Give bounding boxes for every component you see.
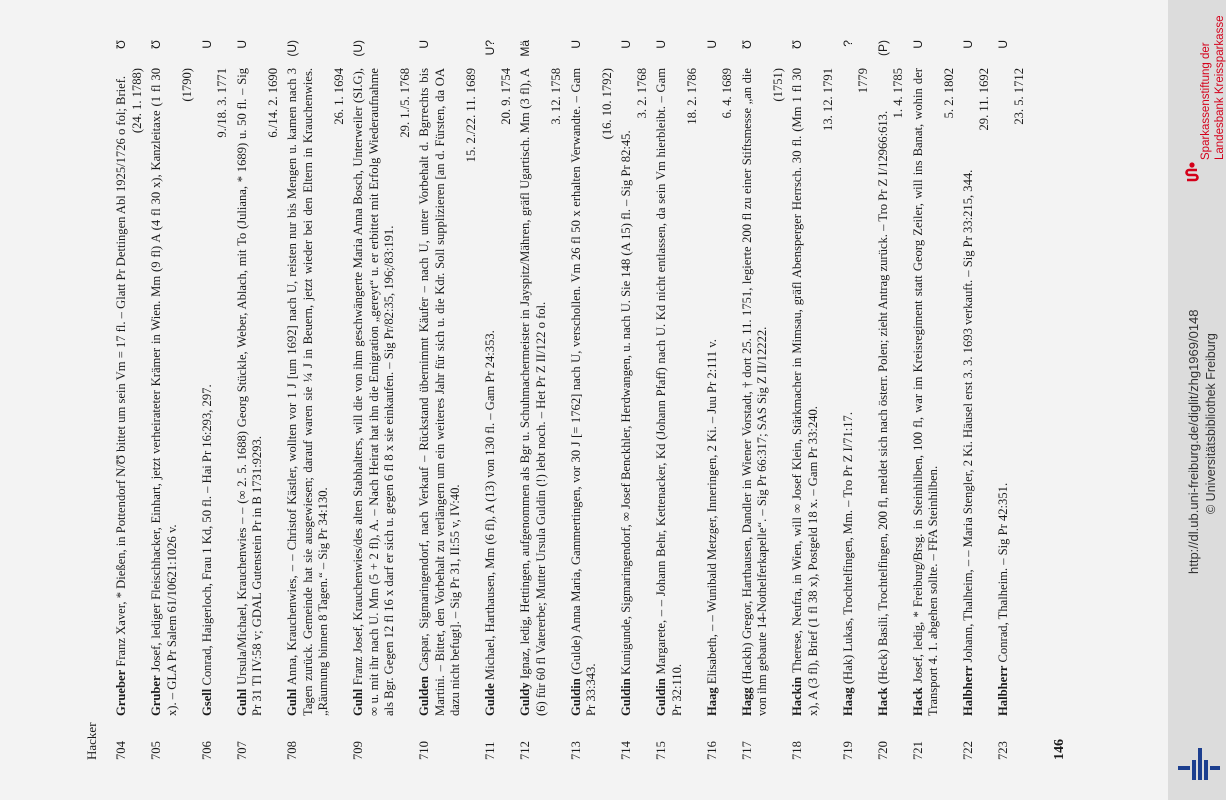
entry-destination-mark: U: [417, 40, 431, 49]
entry-text: [790, 68, 837, 716]
entry-row: [961, 40, 992, 760]
entry-destination-mark: U: [996, 40, 1010, 49]
entry-destination-mark: U?: [483, 40, 497, 56]
entry-row: [569, 40, 616, 760]
entry-surname: Guldin: [568, 678, 583, 716]
entry-destination-mark: U: [961, 40, 975, 49]
entry-text: [961, 68, 992, 716]
entry-number: 722: [961, 741, 975, 760]
entry-body: (Hackh) Gregor, Harthausen, Dandler in Wiener Vorstadt, † dort 25. 11. 1751, legierte 200 fl zu einer Stiftsmesse „an die von ihm gebaute 14-Nothelferkapelle“. – Sig Pr 66:317; SAS Sig Z II/12222.: [739, 68, 769, 716]
entry-date: 1. 4. 1785: [891, 68, 905, 119]
entry-number: 721: [910, 741, 925, 760]
entry-text: [351, 68, 413, 716]
rotated-book-page: [84, 40, 1084, 760]
entry-destination-mark: U: [910, 40, 925, 49]
entry-surname: Gulde: [483, 683, 497, 716]
sparkasse-logo-icon: [1184, 162, 1200, 182]
entry-number: 709: [351, 741, 365, 760]
entry-number: 713: [568, 741, 583, 760]
entry-row: [911, 40, 958, 760]
entry-surname: Guldin: [619, 678, 633, 716]
entry-body: (Hak) Lukas, Trochtelfingen, Mm. – Tro Pr Z I/71:17.: [840, 412, 855, 688]
entry-number: 718: [790, 741, 804, 760]
entry-row: [876, 40, 907, 760]
entry-destination-mark: U: [654, 40, 668, 49]
entry-row: [483, 40, 514, 760]
entry-surname: Guhl: [351, 688, 365, 716]
entry-body: Josef, lediger Fleischhacker, Einhart, jetzt verheirateter Krämer in Wien. Mm (9 fl) A (4 fl 30 x), Kanzleitaxe (1 fl 30 x). – GLA Pr Salem 61/10621:1026 v.: [149, 68, 179, 716]
entry-surname: Guhl: [285, 688, 299, 716]
entry-surname: Guldy: [518, 682, 532, 716]
entry-number: 720: [875, 741, 890, 760]
entry-destination-mark: Mä: [518, 40, 532, 57]
entry-body: Ursula/Michael, Krauchenwies – – (∞ 2. 5. 1688) Georg Stückle, Weber, Ablach, mit To (Juliana, * 1689) u. 50 fl. – Sig Pr 31 Tl IV:58 v; GDAL Gutenstein Pr in B 1731:9293.: [234, 68, 264, 716]
entry-number: 716: [704, 741, 719, 760]
entry-body: Franz Xaver, * Dießen, in Pottendorf N/Ʊ bittet um sein Vm = 17 fl. – Glatt Pr Dettingen Abl 1925/1726 o fol; Brief.: [114, 75, 128, 670]
entry-surname: Grueber: [114, 669, 128, 716]
entry-body: Josef, ledig, * Freiburg/Brsg. in Steinhilben, 100 fl, war im Kreisregiment statt Georg Zeiler, will ins Banat, wohin der Transport 4. 1. abgehen sollte. – FFA Steinhilben.: [910, 68, 940, 716]
entry-text: [996, 68, 1027, 716]
entry-date: (1790): [180, 68, 194, 102]
entry-date: 26. 1. 1694: [331, 68, 346, 125]
entry-date: 29. 11. 1692: [976, 68, 991, 131]
entry-text: [569, 68, 616, 716]
entry-destination-mark: U: [568, 40, 583, 49]
entry-surname: Haag: [840, 687, 855, 716]
entry-number: 705: [149, 741, 163, 760]
entry-text: [740, 68, 787, 716]
entry-text: [841, 68, 872, 716]
entry-text: [654, 68, 701, 716]
entry-body: Elisabeth, – – Wunibald Metzger, Inneringen, 2 Ki. – Juu Pr 2:111 v.: [704, 339, 719, 688]
entry-row: [705, 40, 736, 760]
entry-surname: Gulden: [417, 676, 431, 716]
entry-body: (Gulde) Anna Maria, Gammertingen, vor 30 J [= 1762] nach U, verschollen. Vm 26 fl 50 x erhalten Verwandte. – Gam Pr 33:343.: [568, 68, 598, 716]
entry-body: Johann, Thalheim, – – Maria Stengler, 2 Ki. Häusel erst 3. 3. 1693 verkauft. – Sig Pr 33:215, 344.: [961, 169, 975, 666]
entry-row: [351, 40, 413, 760]
entry-surname: Halbherr: [961, 665, 975, 716]
entry-text: [518, 68, 565, 716]
university-library-logo-icon: [1176, 740, 1222, 786]
library-copyright: © Universitätsbibliothek Freiburg: [1204, 333, 1218, 514]
page-number: 146: [1052, 739, 1067, 760]
entry-date: 5. 2. 1802: [941, 68, 956, 119]
entry-body: Franz Josef, Krauchenwies/des alten Stabhalters, will die von ihm geschwängerte Maria Anna Bosch, Unterweiler (SI.G), ∞ u. mit ihr nach U. Mm (5 + 2 fl), A. – Nach Heirat hat ihn die Emigration „gereyt“ u. er erbittet mit Erfolg Wiederaufnahme als Bgr. Gegen 12 fl 16 x darf er sich u. gegen 6 fl 8 x sie einkaufen. – Sig Pr/82:35, 196;/83:191.: [351, 68, 396, 716]
entry-text: [149, 68, 196, 716]
entry-row: [740, 40, 787, 760]
entry-number: 717: [739, 741, 754, 760]
entry-number: 708: [285, 741, 299, 760]
entry-text: [876, 68, 907, 716]
entry-number: 712: [518, 741, 532, 760]
entry-destination-mark: Ʊ: [790, 40, 804, 49]
entry-destination-mark: U: [199, 40, 214, 49]
entry-row: [841, 40, 872, 760]
entry-surname: Hack: [875, 687, 890, 716]
entry-surname: Guldin: [654, 678, 668, 716]
entry-number: 707: [234, 741, 249, 760]
entry-body: (Heck) Basili, Trochtelfingen, 200 fl, meldet sich nach österr. Polen; zieht Antrag zurück. – Tro Pr Z I/12966:613.: [875, 110, 890, 688]
entry-body: Conrad, Thalheim. – Sig Pr 42:351.: [996, 482, 1010, 666]
entry-text: [911, 68, 958, 716]
entry-destination-mark: ?: [840, 40, 855, 47]
entry-date: 13. 12. 1791: [821, 68, 835, 131]
entry-destination-mark: Ʊ: [149, 40, 163, 49]
entry-destination-mark: U: [234, 40, 249, 49]
entry-date: 3. 12. 1758: [549, 68, 563, 125]
entry-date: 6./14. 2. 1690: [265, 68, 280, 138]
entry-date: 3. 2. 1768: [634, 68, 649, 119]
entry-row: [518, 40, 565, 760]
entry-surname: Gruber: [149, 675, 163, 716]
entry-date: 20. 9. 1754: [498, 68, 513, 125]
entry-text: [200, 68, 231, 716]
entry-row: [790, 40, 837, 760]
entry-number: 704: [114, 741, 128, 760]
entry-number: 710: [417, 741, 431, 760]
entry-number: 719: [840, 741, 855, 760]
entry-date: 6. 4. 1689: [720, 68, 734, 119]
entry-surname: Hack: [910, 687, 925, 716]
entry-date: 15. 2./22. 11. 1689: [463, 68, 478, 163]
entry-date: (16. 10. 1792): [599, 68, 614, 140]
entry-text: [705, 68, 736, 716]
source-url-link[interactable]: http://dl.ub.uni-freiburg.de/diglit/zhg1969/0148: [1186, 309, 1201, 574]
entry-date: 1779: [856, 68, 870, 94]
entry-number: 711: [483, 741, 497, 760]
entry-number: 715: [654, 741, 668, 760]
entry-destination-mark: U: [619, 40, 633, 49]
entry-list: [114, 40, 1031, 760]
entry-row: [235, 40, 282, 760]
entry-row: [149, 40, 196, 760]
entry-body: Caspar, Sigmaringendorf, nach Verkauf – Rückstand übernimmt Käufer – nach U, unter Vorbehalt d. Bgrrechts bis Martini. – Bittet, den Vorbehalt zu verlängern um ein weiteres Jahr für sich u. die Kdr. Soll supplizieren [an d. Fürsten, da OA dazu nicht befugt]. – Sig Pr 31, II:55 v, IV:40.: [417, 68, 462, 716]
entry-row: [996, 40, 1027, 760]
entry-surname: Haag: [704, 687, 719, 716]
entry-number: 723: [996, 741, 1010, 760]
entry-number: 714: [619, 741, 633, 760]
entry-body: Anna, Krauchenwies, – – Christof Kästler, wollten vor 1 J [um 1692] nach U, reisten nur bis Mengen u. kamen nach 3 Tagen zurück. Gemeinde hat sie ausgewiesen; darauf waren sie ¼ J in Beuern, jetzt wieder bei den Eltern in Krauchenwies. „Räumung binnen 8 Tagen.“ – Sig Pr 34:130.: [285, 68, 330, 716]
sparkasse-text-line2: Landesbank Kreissparkasse: [1214, 15, 1226, 160]
entry-destination-mark: Ʊ: [739, 40, 754, 49]
entry-date: 9./18. 3. 1771: [215, 68, 229, 138]
entry-destination-mark: Ʊ: [114, 40, 128, 49]
entry-body: Conrad, Haigerloch, Frau 1 Kd, 50 fl. – Hai Pr 16:293, 297.: [199, 384, 214, 689]
entry-destination-mark: (P): [875, 40, 890, 56]
entry-date: 29. 1./5. 1768: [397, 68, 412, 138]
entry-date: (24. 1. 1788): [129, 68, 144, 134]
entry-row: [417, 40, 479, 760]
entry-row: [619, 40, 650, 760]
entry-surname: Guhl: [234, 688, 249, 716]
entry-row: [285, 40, 347, 760]
entry-row: [654, 40, 701, 760]
entry-text: [417, 68, 479, 716]
entry-destination-mark: (U): [351, 40, 365, 57]
entry-date: 23. 5. 1712: [1011, 68, 1026, 125]
entry-destination-mark: (U): [285, 40, 299, 57]
sparkasse-text-line1: Sparkassenstiftung der: [1200, 42, 1212, 160]
entry-row: [114, 40, 145, 760]
entry-date: 18. 2. 1786: [685, 68, 699, 125]
entry-surname: Halbherr: [996, 665, 1010, 716]
entry-surname: Hagg: [739, 687, 754, 716]
entry-text: [285, 68, 347, 716]
running-header: Hacker: [84, 722, 99, 760]
entry-body: Ignaz, ledig, Hettingen, aufgenommen als Bgr u. Schuhmachermeister in Jayspitz/Mähren, gräfl Ugartisch. Mm (3 fl), A (6) für 60 fl Vatererbe; Mutter Ursula Guldin (!) lebt noch. – Het Pr Z II/122 o fol.: [518, 68, 548, 716]
entry-surname: Gsell: [199, 688, 214, 716]
entry-number: 706: [199, 741, 214, 760]
entry-date: (1751): [770, 68, 785, 102]
entry-text: [114, 68, 145, 716]
entry-destination-mark: U: [704, 40, 719, 49]
entry-body: Kunigunde, Sigmaringendorf, ∞ Josef Benckhler, Herdwangen, u. nach U. Sie 148 (A 15) fl. – Sig Pr 82:45.: [619, 130, 633, 679]
entry-body: Michael, Harthausen, Mm (6 fl), A (13) von 130 fl. – Gam Pr 24:353.: [483, 330, 497, 684]
entry-text: [619, 68, 650, 716]
entry-body: Margarete, – – Johann Behr, Kettenacker, Kd (Johann Pfaff) nach U. Kd nicht entlassen, da sein Vm hierbleibt. – Gam Pr 32:110.: [654, 68, 684, 716]
entry-body: Therese, Neufra, in Wien, will ∞ Josef Klein, Stärkmacher in Mimsau, gräfl Abensperger Herrsch. 30 fl. (Mm 1 fl 30 x), A (3 fl), Brief (1 fl 38 x), Postgeld 18 x. – Gam Pr 33:240.: [790, 68, 820, 716]
entry-row: [200, 40, 231, 760]
entry-surname: Hackin: [790, 676, 804, 716]
entry-text: [235, 68, 282, 716]
entry-text: [483, 68, 514, 716]
